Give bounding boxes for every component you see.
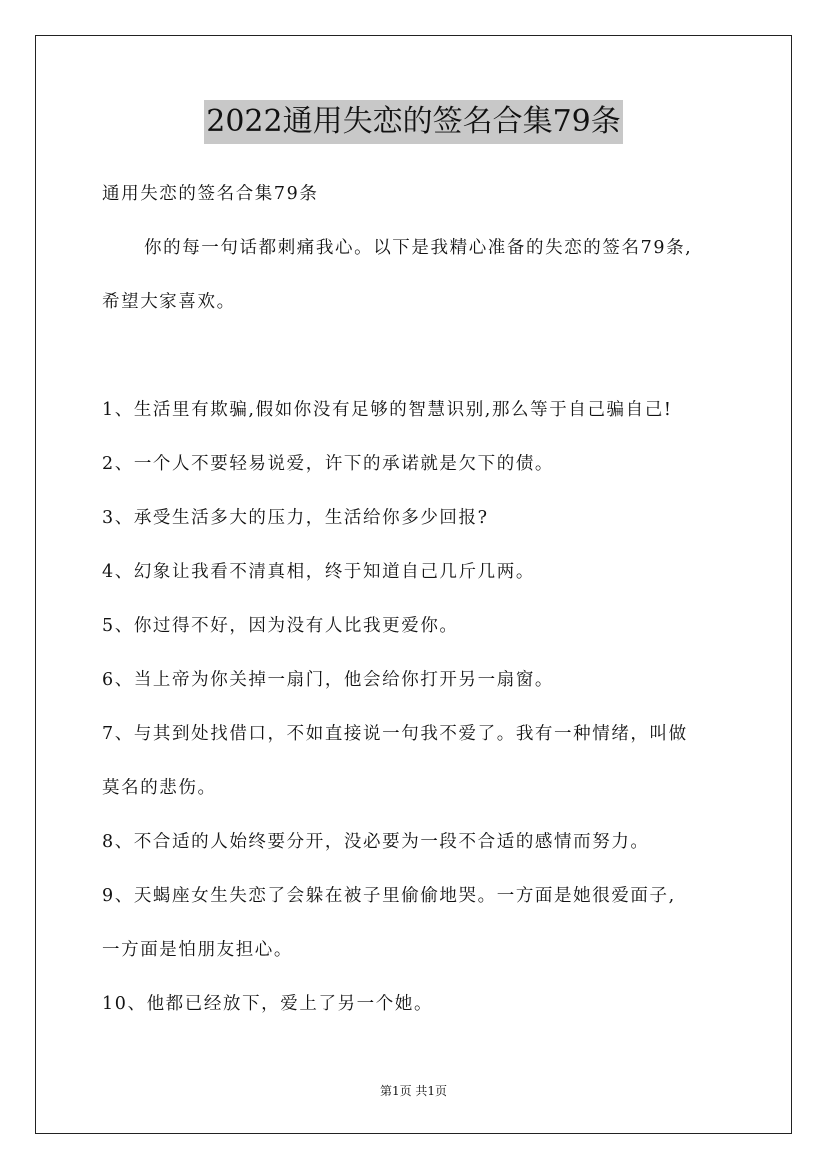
list-item-continuation: 莫名的悲伤。 [102, 778, 217, 798]
list-item: 6、当上帝为你关掉一扇门，他会给你打开另一扇窗。 [102, 670, 555, 690]
document-title: 2022通用失恋的签名合集79条 [204, 100, 623, 144]
list-item: 2、一个人不要轻易说爱，许下的承诺就是欠下的债。 [102, 454, 555, 474]
page-footer: 第1页 共1页 [379, 1084, 448, 1098]
list-item-continuation: 一方面是怕朋友担心。 [102, 940, 293, 960]
list-item: 1、生活里有欺骗,假如你没有足够的智慧识别,那么等于自己骗自己! [102, 400, 673, 420]
list-item: 5、你过得不好，因为没有人比我更爱你。 [102, 616, 459, 636]
list-item: 3、承受生活多大的压力，生活给你多少回报? [102, 508, 489, 528]
list-item: 4、幻象让我看不清真相，终于知道自己几斤几两。 [102, 562, 535, 582]
list-item: 7、与其到处找借口，不如直接说一句我不爱了。我有一种情绪，叫做 [102, 724, 688, 744]
intro-paragraph-line: 你的每一句话都刺痛我心。以下是我精心准备的失恋的签名79条, [144, 238, 693, 258]
title-container [0, 100, 827, 144]
subtitle: 通用失恋的签名合集79条 [102, 184, 319, 204]
intro-paragraph-line: 希望大家喜欢。 [102, 292, 236, 312]
list-item: 10、他都已经放下，爱上了另一个她。 [102, 994, 434, 1014]
list-item: 8、不合适的人始终要分开，没必要为一段不合适的感情而努力。 [102, 832, 650, 852]
list-item: 9、天蝎座女生失恋了会躲在被子里偷偷地哭。一方面是她很爱面子, [102, 886, 676, 906]
